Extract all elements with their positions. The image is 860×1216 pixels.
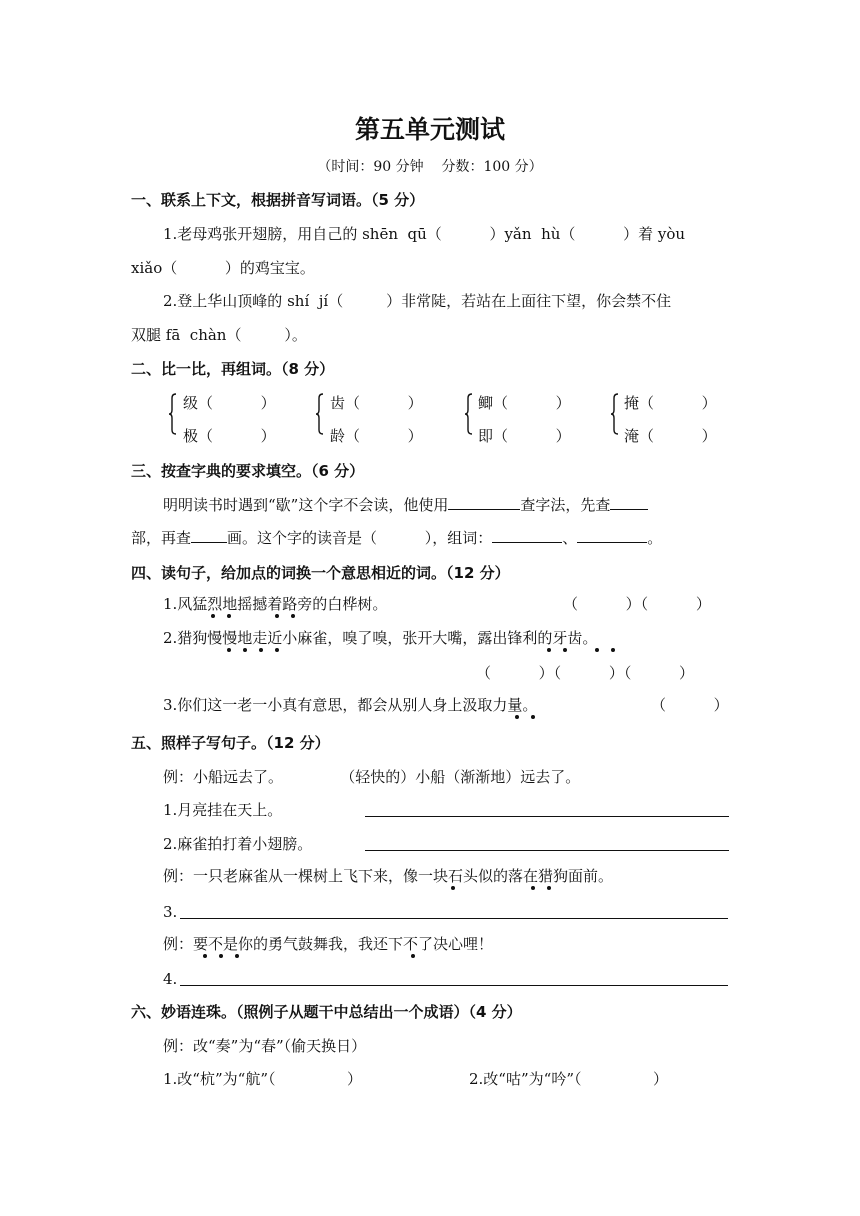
dot-mark <box>291 614 295 618</box>
s2-pair3-top: 鲫（ ） <box>478 394 571 412</box>
s4-q1-answers: （ ）（ ） <box>563 595 711 613</box>
dot-mark <box>227 648 231 652</box>
s3-text-c: 部，再查 <box>131 529 192 547</box>
s3-text-f: 。 <box>647 529 663 547</box>
dot-mark <box>451 886 455 890</box>
s1-q1-line1: 1.老母鸡张开翅膀，用自己的 shēn qū（ ）yǎn hù（ ）着 yòu <box>163 225 686 243</box>
s4-q2: 2.猎狗慢慢地走近小麻雀，嗅了嗅，张开大嘴，露出锋利的牙齿。 <box>163 629 598 647</box>
answer-blank-strokes[interactable] <box>191 528 227 543</box>
dot-mark <box>275 614 279 618</box>
answer-line-q2[interactable] <box>365 850 729 851</box>
s4-q2-answers: （ ）（ ）（ ） <box>476 664 695 682</box>
s5-example-2: 例：一只老麻雀从一棵树上飞下来，像一块石头似的落在猎狗面前。 <box>163 867 614 885</box>
s4-q1: 1.风猛烈地摇撼着路旁的白桦树。 <box>163 595 388 613</box>
brace-3 <box>465 393 473 433</box>
s6-example: 例：改“奏”为“春”（偷天换日） <box>163 1037 367 1055</box>
s3-text-a: 明明读书时遇到“歇”这个字不会读，他使用 <box>163 496 449 514</box>
s2-pair4-top: 掩（ ） <box>624 394 717 412</box>
section-1-heading: 一、联系上下文，根据拼音写词语。（5 分） <box>131 191 425 209</box>
dot-mark <box>531 886 535 890</box>
s5-q4: 4. <box>163 970 178 988</box>
s2-pair2-bottom: 龄（ ） <box>330 427 423 445</box>
dot-mark <box>563 648 567 652</box>
dot-mark <box>235 954 239 958</box>
s2-pair3-bottom: 即（ ） <box>478 427 571 445</box>
section-5-heading: 五、照样子写句子。（12 分） <box>131 734 330 752</box>
page-title: 第五单元测试 <box>354 115 505 144</box>
brace-4 <box>611 393 619 433</box>
s6-q2: 2.改“咕”为“吟”（ ） <box>469 1070 669 1088</box>
dot-mark <box>547 886 551 890</box>
s2-pair2-top: 齿（ ） <box>330 394 423 412</box>
section-3-heading: 三、按查字典的要求填空。（6 分） <box>131 462 365 480</box>
s5-q3: 3. <box>163 903 178 921</box>
dot-mark <box>219 954 223 958</box>
dot-mark <box>547 648 551 652</box>
dot-mark <box>243 648 247 652</box>
s5-q2: 2.麻雀拍打着小翅膀。 <box>163 835 313 853</box>
answer-line-q1[interactable] <box>365 816 729 817</box>
dot-mark <box>611 648 615 652</box>
answer-blank-radical[interactable] <box>610 495 648 510</box>
answer-line-q4[interactable] <box>180 985 728 986</box>
brace-1 <box>169 393 177 433</box>
answer-blank-word2[interactable] <box>577 528 647 543</box>
s5-example-1: 例：小船远去了。 （轻快的）小船（渐渐地）远去了。 <box>163 768 581 786</box>
section-4-heading: 四、读句子，给加点的词换一个意思相近的词。（12 分） <box>131 564 510 582</box>
s3-text-b: 查字法，先查 <box>520 496 611 514</box>
s1-q2-line2: 双腿 fā chàn（ ）。 <box>131 326 307 344</box>
s5-example-3: 例：要不是你的勇气鼓舞我，我还下不了决心哩！ <box>163 935 494 953</box>
dot-mark <box>203 954 207 958</box>
s2-pair4-bottom: 淹（ ） <box>624 427 717 445</box>
section-2-heading: 二、比一比，再组词。（8 分） <box>131 360 335 378</box>
dot-mark <box>411 954 415 958</box>
s1-q1-line2: xiǎo（ ）的鸡宝宝。 <box>131 259 315 277</box>
dot-mark <box>227 614 231 618</box>
dot-mark <box>211 614 215 618</box>
dot-mark <box>515 715 519 719</box>
s4-q3: 3.你们这一老一小真有意思，都会从别人身上汲取力量。 <box>163 696 538 714</box>
dot-mark <box>275 648 279 652</box>
dot-mark <box>531 715 535 719</box>
dot-mark <box>595 648 599 652</box>
s2-pair1-bottom: 极（ ） <box>183 427 276 445</box>
s3-text-d: 画。这个字的读音是（ ），组词： <box>227 529 493 547</box>
s3-line1 <box>163 495 648 515</box>
section-6-heading: 六、妙语连珠。（照例子从题干中总结出一个成语）（4 分） <box>131 1003 522 1021</box>
answer-blank-method[interactable] <box>448 495 520 510</box>
s2-pair1-top: 级（ ） <box>183 394 276 412</box>
answer-line-q3[interactable] <box>180 918 728 919</box>
exam-info: （时间：90 分钟 分数：100 分） <box>317 159 543 175</box>
s1-q2-line1: 2.登上华山顶峰的 shí jí（ ）非常陡，若站在上面往下望，你会禁不住 <box>163 292 672 310</box>
dot-mark <box>259 648 263 652</box>
s3-text-e: 、 <box>562 529 578 547</box>
answer-blank-word1[interactable] <box>492 528 562 543</box>
s5-q1: 1.月亮挂在天上。 <box>163 801 283 819</box>
s3-line2 <box>131 528 662 548</box>
s4-q3-answers: （ ） <box>651 696 729 714</box>
s6-q1: 1.改“杭”为“航”（ ） <box>163 1070 363 1088</box>
brace-2 <box>316 393 324 433</box>
